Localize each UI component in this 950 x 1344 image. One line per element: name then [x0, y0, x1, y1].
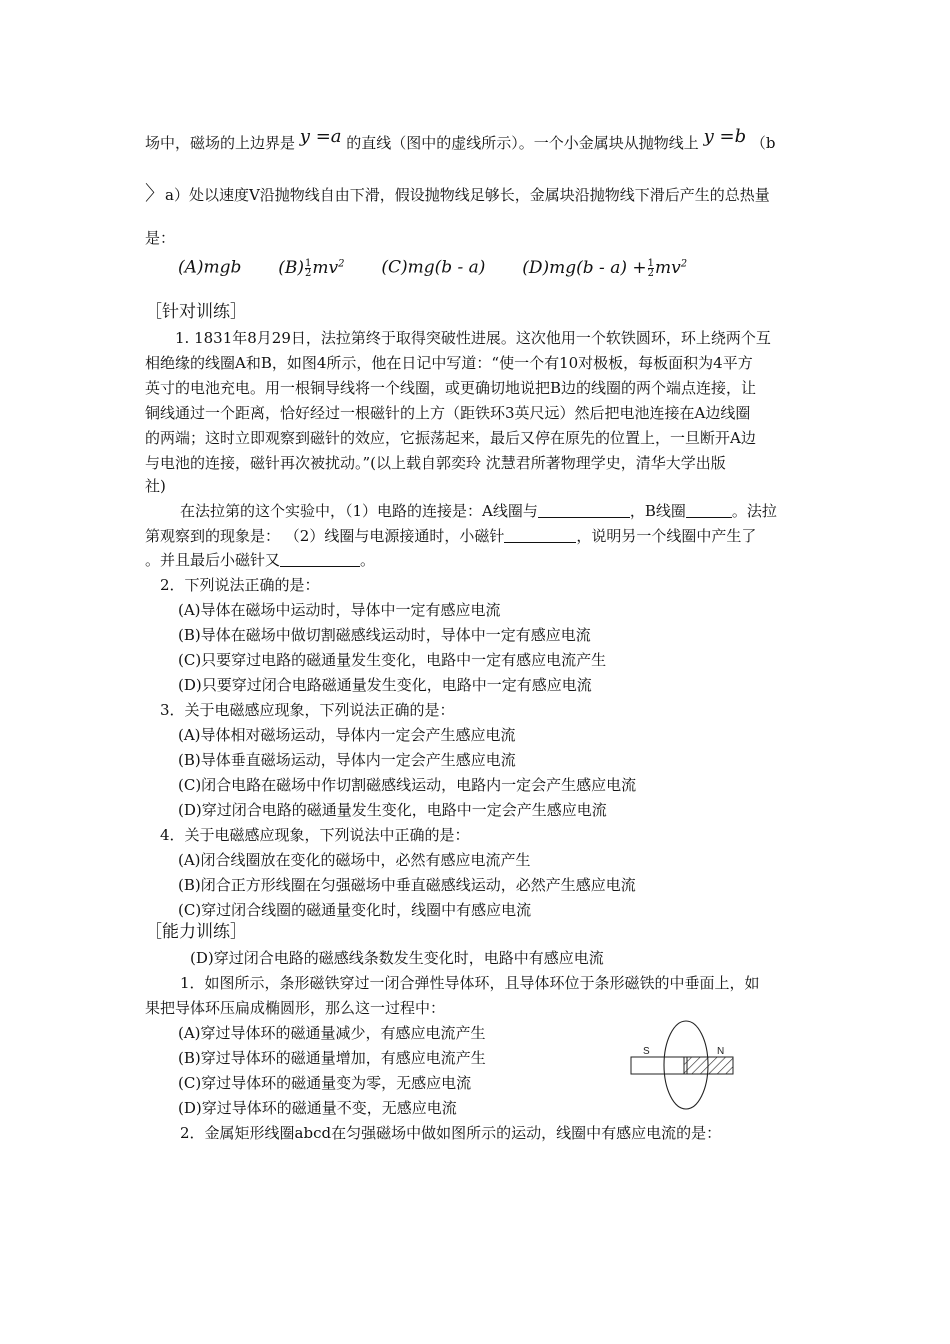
s2-q1-option: (A)穿过导体环的磁通量减少，有感应电流产生 — [178, 1024, 486, 1042]
s2-q2-line: 2．金属矩形线圈abcd在匀强磁场中做如图所示的运动，线圈中有感应电流的是： — [180, 1124, 722, 1142]
intro-text-1a: 场中，磁场的上边界是 — [145, 134, 296, 152]
q1-fill-line-1: 在法拉第的这个实验中，（1）电路的连接是：A线圈与 ，B线圈 。法拉 — [180, 502, 777, 520]
magnet-ring-figure — [620, 1018, 750, 1113]
q4-option: (D)穿过闭合电路的磁感线条数发生变化时，电路中有感应电流 — [190, 949, 604, 967]
q2-option: (B)导体在磁场中做切割磁感线运动时，导体中一定有感应电流 — [178, 626, 591, 644]
intro-line-1 — [145, 126, 776, 153]
q1-line: 的两端；这时立即观察到磁针的效应，它振荡起来，最后又停在原先的位置上，一旦断开A边 — [145, 429, 756, 447]
q1-line: 社) — [145, 477, 166, 495]
section-title-ability-training: ［能力训练］ — [145, 922, 247, 942]
q2-option: (C)只要穿过电路的磁通量发生变化，电路中一定有感应电流产生 — [178, 651, 607, 669]
s2-q1-line: 1．如图所示，条形磁铁穿过一闭合弹性导体环，且导体环位于条形磁铁的中垂面上，如 — [180, 974, 760, 992]
q4-stem: 4．关于电磁感应现象，下列说法中正确的是： — [160, 826, 470, 844]
equation-y-a: y =a — [299, 126, 342, 147]
s2-q1-option: (D)穿过导体环的磁通量不变，无感应电流 — [178, 1099, 457, 1117]
label-s: S — [643, 1046, 650, 1057]
intro-line-3: 是： — [145, 229, 176, 247]
intro-text-2: a）处以速度V沿抛物线自由下滑，假设抛物线足够长，金属块沿抛物线下滑后产生的总热量 — [165, 186, 770, 204]
blank-answer[interactable] — [504, 526, 576, 543]
q3-option: (C)闭合电路在磁场中作切割磁感线运动，电路内一定会产生感应电流 — [178, 776, 637, 794]
q1-fill-line-2: 第观察到的现象是： （2）线圈与电源接通时，小磁针 ，说明另一个线圈中产生了 — [145, 527, 757, 545]
option-c: (C)mg(b - a) — [381, 257, 486, 278]
blank-answer[interactable] — [280, 550, 360, 567]
q2-option: (A)导体在磁场中运动时，导体中一定有感应电流 — [178, 601, 501, 619]
intro-line-2 — [145, 183, 770, 205]
q2-stem: 2．下列说法正确的是： — [160, 576, 320, 594]
option-b: (B) $\frac{1}{2}$ $mv^2$ — [278, 257, 345, 279]
intro-text-1c: （b — [750, 134, 776, 152]
q4-option: (A)闭合线圈放在变化的磁场中，必然有感应电流产生 — [178, 851, 531, 869]
blank-answer[interactable] — [538, 501, 630, 518]
q1-line: 与电池的连接，磁针再次被扰动。”(以上载自郭奕玲 沈慧君所著物理学史，清华大学出版 — [145, 454, 726, 472]
q3-option: (A)导体相对磁场运动，导体内一定会产生感应电流 — [178, 726, 516, 744]
intro-answer-options — [178, 254, 687, 278]
equation-y-b: y =b — [703, 126, 747, 147]
intro-text-1b: 的直线（图中的虚线所示）。一个小金属块从抛物线上 — [346, 134, 699, 152]
magnet-s-pole — [631, 1057, 687, 1074]
q1-fill-line-3: 。并且最后小磁针又 。 — [145, 551, 376, 569]
greater-than-mark: 〉 — [145, 181, 165, 205]
section-title-targeted-practice: ［针对训练］ — [145, 302, 247, 322]
q1-line: 1. 1831年8月29日，法拉第终于取得突破性进展。这次他用一个软铁圆环，环上绕两个互 — [175, 329, 771, 347]
label-n: N — [717, 1046, 725, 1057]
q4-option: (B)闭合正方形线圈在匀强磁场中垂直磁感线运动，必然产生感应电流 — [178, 876, 636, 894]
q1-line: 相绝缘的线圈A和B，如图4所示，他在日记中写道：“使一个有10对极板，每板面积为4平方 — [145, 354, 753, 372]
s2-q1-option: (B)穿过导体环的磁通量增加，有感应电流产生 — [178, 1049, 486, 1067]
s2-q1-option: (C)穿过导体环的磁通量变为零，无感应电流 — [178, 1074, 472, 1092]
option-a: (A)mgb — [178, 257, 242, 278]
q1-line: 英寸的电池充电。用一根铜导线将一个线圈，或更确切地说把B边的线圈的两个端点连接，让 — [145, 379, 757, 397]
q2-option: (D)只要穿过闭合电路磁通量发生变化，电路中一定有感应电流 — [178, 676, 592, 694]
blank-answer[interactable] — [686, 501, 732, 518]
q3-option: (B)导体垂直磁场运动，导体内一定会产生感应电流 — [178, 751, 516, 769]
q3-option: (D)穿过闭合电路的磁通量发生变化，电路中一定会产生感应电流 — [178, 801, 607, 819]
option-d: (D)mg(b - a) + $\frac{1}{2}$ $mv^2$ — [522, 257, 688, 279]
s2-q1-line: 果把导体环压扁成椭圆形，那么这一过程中： — [145, 999, 446, 1017]
q3-stem: 3．关于电磁感应现象，下列说法正确的是： — [160, 701, 455, 719]
q4-option: (C)穿过闭合线圈的磁通量变化时，线圈中有感应电流 — [178, 901, 532, 919]
q1-line: 铜线通过一个距离，恰好经过一根磁针的上方（距铁环3英尺远）然后把电池连接在A边线圈 — [145, 404, 751, 422]
